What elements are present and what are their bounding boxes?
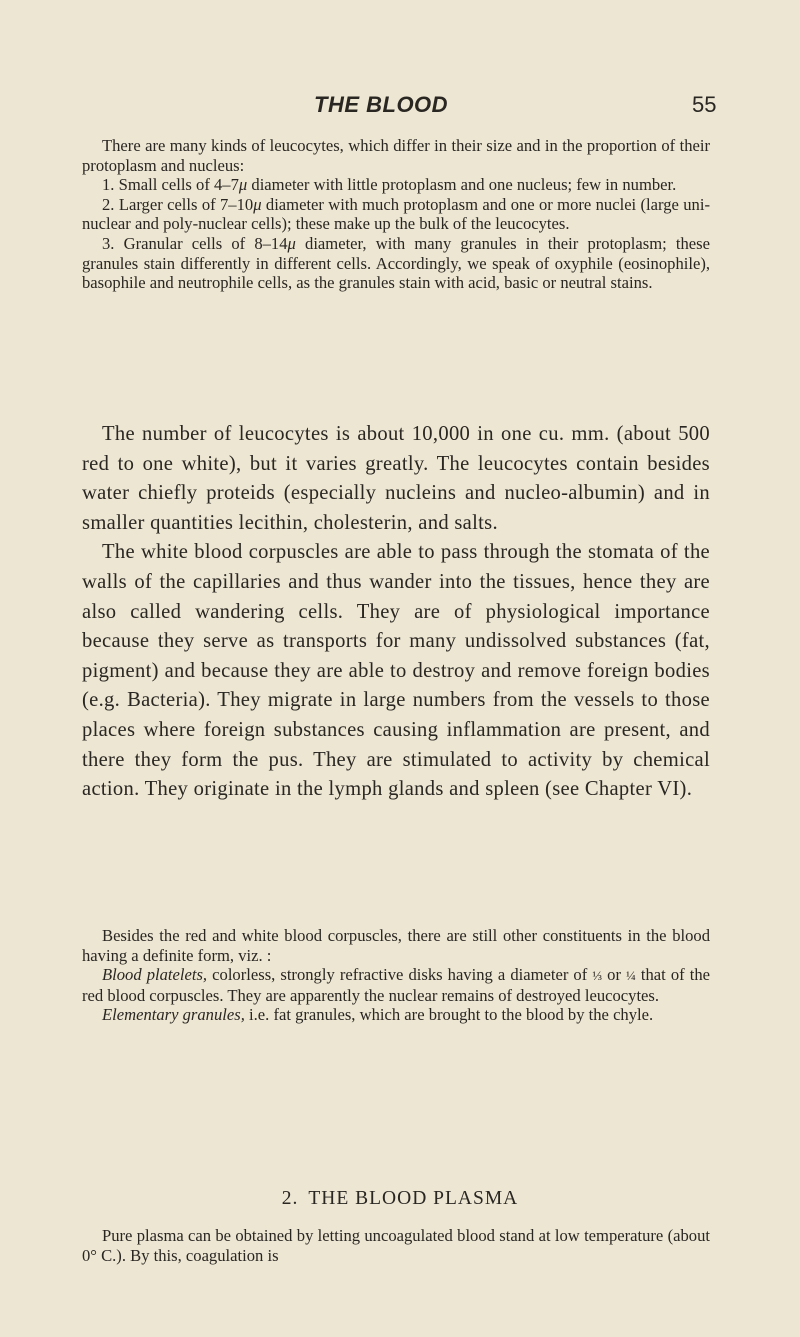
list-item: 1. Small cells of 4–7μ diameter with little protoplasm and one nucleus; few in number. [102,175,677,195]
plasma-block [82,1226,710,1265]
besides-paragraph: Besides the red and white blood corpuscles, there are still other constituents in the blood having a definite form, viz. : [82,926,710,965]
section-heading [0,1188,800,1210]
section-title: THE BLOOD PLASMA [308,1188,519,1209]
leucocyte-types-block [82,136,710,293]
platelets-paragraph: Blood platelets, colorless, strongly refractive disks having a diameter of ⅓ or ¼ that of the red blood corpuscles. They are apparently the nuclear remains of destroyed leucocytes. [82,965,710,1005]
list-item: 2. Larger cells of 7–10μ diameter with much protoplasm and one or more nuclei (large uni-nuclear and poly-nuclear cells); these make up the bulk of the leucocytes. [82,194,710,234]
page-header [0,92,800,122]
paragraph-white-corpuscles: The white blood corpuscles are able to pass through the stomata of the walls of the capillaries and thus wander into the tissues, hence they are also called wandering cells. They are of physiological importance because they serve as transports for many undissolved substances (fat, pigment) and because they are able to destroy and remove foreign bodies (e.g. Bacteria). They migrate in large numbers from the vessels to those places where foreign substances causing inflammation are present, and there they form the pus. They are stimulated to activity by chemical action. They originate in the lymph glands and spleen (see Chapter VI). [82,541,710,801]
page-number: 55 [692,92,717,117]
large-text-block [82,420,710,805]
fraction: ¼ [626,968,636,984]
intro-paragraph: There are many kinds of leucocytes, which differ in their size and in the proportion of their protoplasm and nucleus: [82,136,710,175]
granules-paragraph: Elementary granules, i.e. fat granules, which are brought to the blood by the chyle. [102,1005,654,1025]
section-number: 2. [281,1188,299,1209]
other-constituents-block [82,926,710,1025]
fraction: ⅓ [592,968,603,984]
running-title: THE BLOOD [314,92,449,117]
paragraph-leucocyte-count: The number of leucocytes is about 10,000 in one cu. mm. (about 500 red to one white), but it varies greatly. The leucocytes contain besides water chiefly proteids (especially nucleins and nucleo-albumin) and in smaller quantities lecithin, cholesterin, and salts. [82,423,710,534]
granules-term: Elementary granules, [102,1005,245,1025]
platelets-term: Blood platelets, [102,965,208,985]
plasma-paragraph: Pure plasma can be obtained by letting uncoagulated blood stand at low temperature (about 0° C.). By this, coagulation is [82,1226,710,1265]
list-item: 3. Granular cells of 8–14μ diameter, with many granules in their protoplasm; these granules stain differently in different cells. Accordingly, we speak of oxyphile (eosinophile), basophile and neutrophile cells, as the granules stain with acid, basic or neutral stains. [82,233,710,293]
